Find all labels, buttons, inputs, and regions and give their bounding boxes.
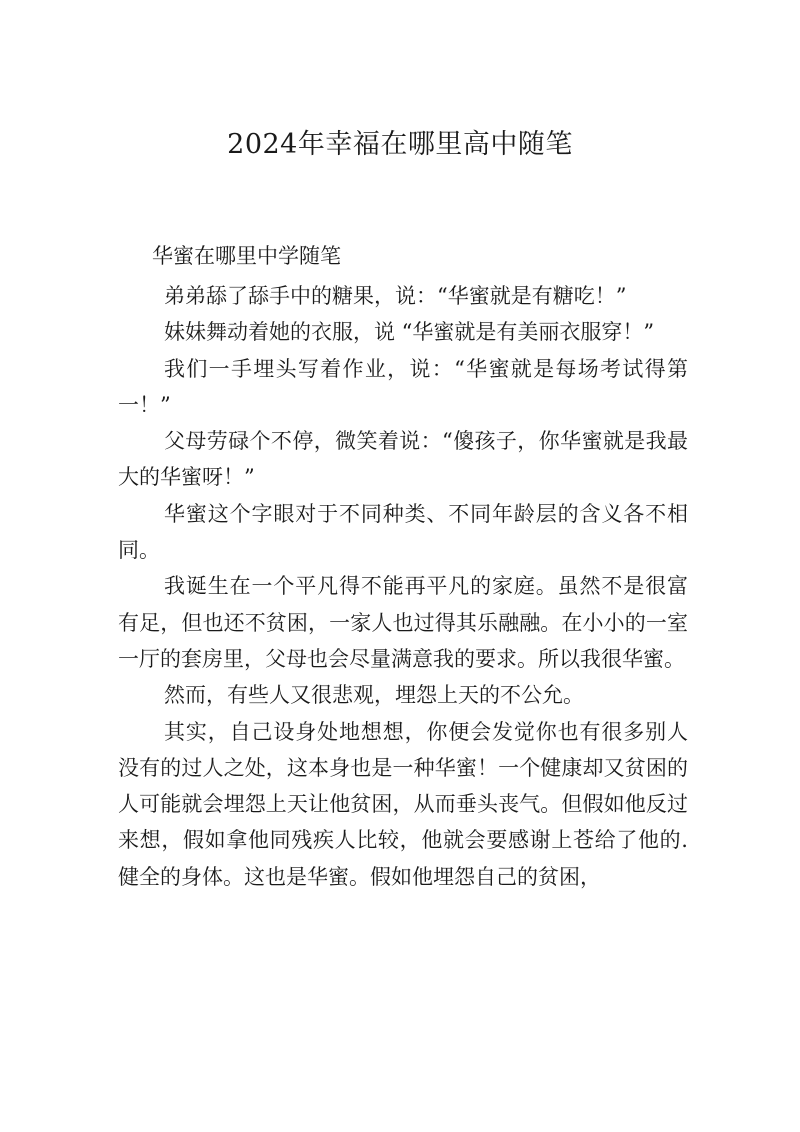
document-body	[118, 278, 688, 895]
paragraph: 弟弟舔了舔手中的糖果，说：“华蜜就是有糖吃！”	[164, 284, 627, 308]
paragraph: 华蜜这个字眼对于不同种类、不同年龄层的含义各不相同。	[118, 501, 688, 563]
paragraph: 我诞生在一个平凡得不能再平凡的家庭。虽然不是很富有足，但也还不贫困，一家人也过得其乐融融。在小小的一室一厅的套房里，父母也会尽量满意我的要求。所以我很华蜜。	[118, 574, 688, 671]
paragraph: 其实，自己设身处地想想，你便会发觉你也有很多别人没有的过人之处，这本身也是一种华蜜！一个健康却又贫困的人可能就会埋怨上天让他贫困，从而垂头丧气。但假如他反过来想，假如拿他同残疾人比较，他就会要感谢上苍给了他的.健全的身体。这也是华蜜。假如他埋怨自己的贫困，	[118, 719, 688, 889]
document-subtitle: 华蜜在哪里中学随笔	[152, 244, 341, 268]
paragraph: 妹妹舞动着她的衣服，说 “华蜜就是有美丽衣服穿！”	[164, 320, 655, 345]
paragraph: 我们一手埋头写着作业，说：“华蜜就是每场考试得第一！”	[118, 356, 688, 417]
paragraph: 父母劳碌个不停，微笑着说：“傻孩子，你华蜜就是我最大的华蜜呀！”	[118, 429, 688, 490]
paragraph: 然而，有些人又很悲观，埋怨上天的不公允。	[164, 683, 584, 708]
document-title: 2024年幸福在哪里高中随笔	[227, 129, 573, 160]
